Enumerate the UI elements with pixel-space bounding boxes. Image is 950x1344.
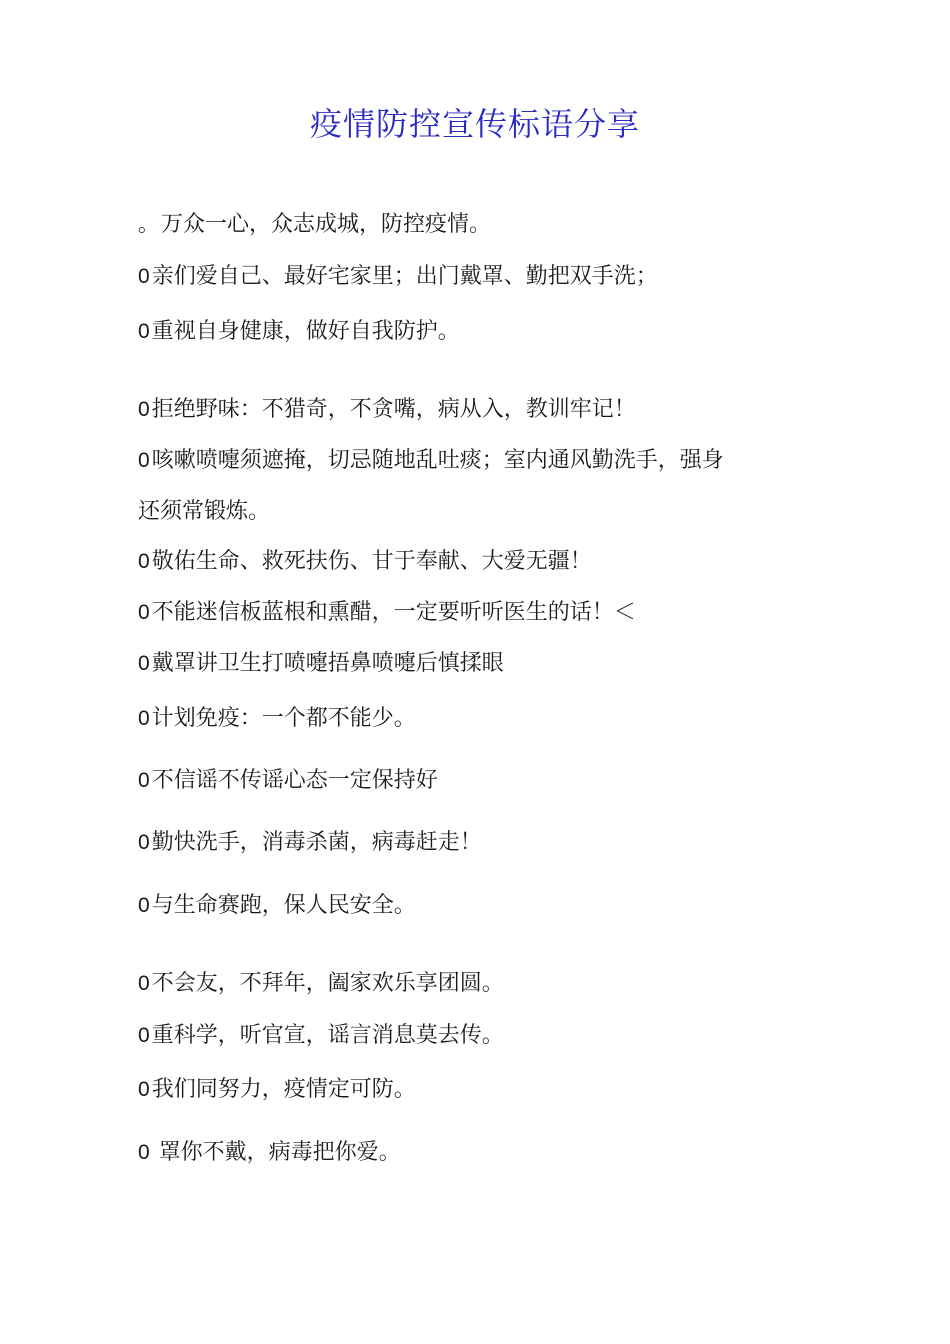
bullet-marker: 0: [138, 1024, 150, 1047]
slogan-line: [138, 1074, 828, 1106]
slogan-line: [138, 445, 828, 477]
document-title: 疫情防控宣传标语分享: [309, 105, 640, 143]
slogan-line: [138, 394, 828, 426]
bullet-marker: 0: [138, 1078, 150, 1101]
slogan-line: [138, 546, 828, 578]
slogan-line: [138, 765, 828, 797]
slogan-text: 咳嗽喷嚏须遮掩，切忌随地乱吐痰；室内通风勤洗手，强身: [151, 448, 724, 473]
slogan-line: [138, 209, 828, 241]
slogan-line: [138, 597, 828, 629]
slogan-line: [138, 261, 828, 293]
slogan-line: [138, 890, 828, 922]
slogan-text: 敬佑生命、救死扶伤、甘于奉献、大爱无疆！: [151, 549, 592, 574]
bullet-marker: 0: [138, 769, 150, 792]
slogan-text: 亲们爱自己、最好宅家里；出门戴罩、勤把双手洗；: [151, 264, 658, 289]
slogan-line: [138, 703, 828, 735]
slogan-line: [138, 316, 828, 348]
slogan-text: 拒绝野味：不猎奇，不贪嘴，病从入，教训牢记！: [151, 397, 636, 422]
slogan-text: 不能迷信板蓝根和熏醋，一定要听听医生的话！＜: [151, 600, 636, 625]
slogan-text: 我们同努力，疫情定可防。: [151, 1077, 416, 1102]
slogan-text: 万众一心，众志成城，防控疫情。: [161, 212, 492, 237]
bullet-marker: 。: [138, 213, 159, 236]
slogan-continuation: 还须常锻炼。: [138, 499, 271, 524]
slogan-line: [138, 648, 828, 680]
bullet-marker: 0: [138, 972, 150, 995]
slogan-line: [138, 827, 828, 859]
slogan-text: 罩你不戴，病毒把你爱。: [151, 1140, 401, 1165]
slogan-text: 戴罩讲卫生打喷嚏捂鼻喷嚏后慎揉眼: [151, 651, 504, 676]
slogan-line: [138, 1020, 828, 1052]
bullet-marker: 0: [138, 265, 150, 288]
bullet-marker: 0: [138, 831, 150, 854]
bullet-marker: 0: [138, 652, 150, 675]
bullet-marker: 0: [138, 601, 150, 624]
bullet-marker: 0: [138, 550, 150, 573]
slogan-text: 重视自身健康，做好自我防护。: [151, 319, 460, 344]
slogan-text: 与生命赛跑，保人民安全。: [151, 893, 416, 918]
bullet-marker: 0: [138, 894, 150, 917]
bullet-marker: 0: [138, 707, 150, 730]
slogan-text: 勤快洗手，消毒杀菌，病毒赶走！: [151, 830, 482, 855]
slogan-text: 计划免疫：一个都不能少。: [151, 706, 416, 731]
bullet-marker: 0: [138, 320, 150, 343]
slogan-line: [138, 1137, 828, 1169]
slogan-text: 重科学，听官宣，谣言消息莫去传。: [151, 1023, 504, 1048]
slogan-text: 不会友，不拜年，阖家欢乐享团圆。: [151, 971, 504, 996]
slogan-line: [138, 968, 828, 1000]
bullet-marker: 0: [138, 398, 150, 421]
bullet-marker: 0: [138, 1141, 150, 1164]
slogan-text: 不信谣不传谣心态一定保持好: [151, 768, 438, 793]
bullet-marker: 0: [138, 449, 150, 472]
